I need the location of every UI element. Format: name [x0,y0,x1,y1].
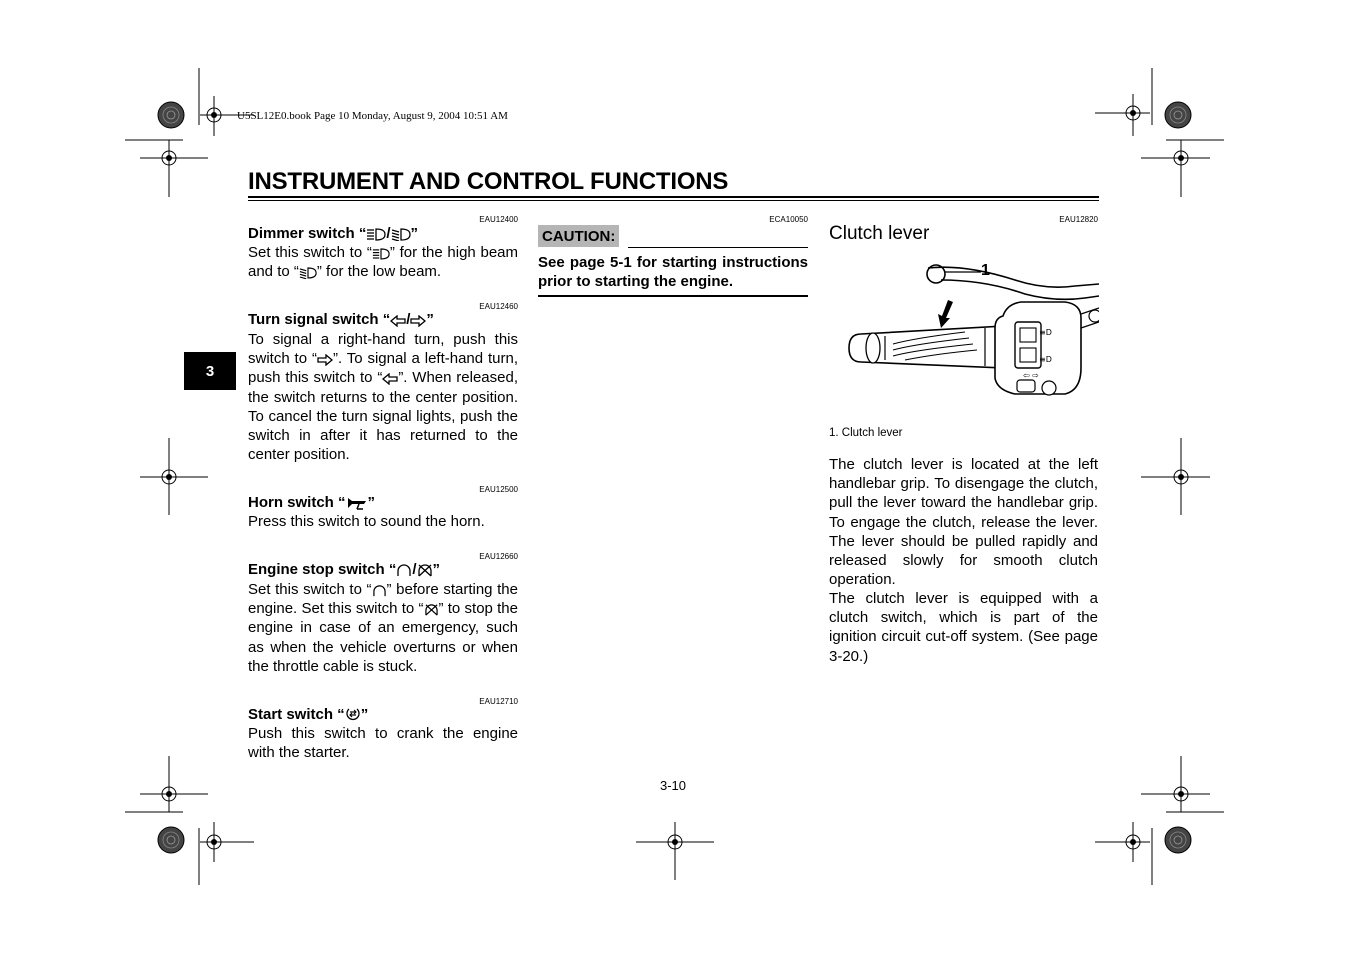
doc-code: EAU12820 [1059,215,1098,224]
right-arrow-icon [317,354,333,366]
doc-code: EAU12710 [479,697,518,706]
engine-stop-icon [417,563,433,577]
horn-switch-text: Press this switch to sound the horn. [248,513,485,530]
turn-signal-switch-heading: Turn signal switch “ / ” [248,311,434,328]
chapter-tab: 3 [184,352,236,390]
low-beam-icon [299,266,317,279]
low-beam-icon [391,227,411,241]
title-rule-thin [248,200,1099,201]
engine-run-icon [396,563,412,577]
svg-text:≡D: ≡D [1039,328,1052,337]
left-arrow-icon [390,315,406,327]
clutch-lever-title: Clutch lever [829,223,930,244]
starter-icon [345,706,361,722]
engine-stop-icon [424,603,439,616]
dimmer-switch-text: Set this switch to “ ” for the high beam and to “ ” for the low beam. [248,244,518,281]
figure-caption: 1. Clutch lever [829,427,903,439]
doc-code: EAU12460 [479,302,518,311]
doc-code: ECA10050 [769,215,808,224]
callout-number: 1 [981,262,990,279]
engine-stop-switch-heading: Engine stop switch “ / ” [248,561,441,578]
left-arrow-icon [382,373,398,385]
caution-label: CAUTION: [538,225,619,247]
file-info: U5SL12E0.book Page 10 Monday, August 9, 2004 10:51 AM [237,110,508,122]
start-switch-text: Push this switch to crank the engine with the starter. [248,725,518,762]
doc-code: EAU12500 [479,485,518,494]
svg-text:≡D: ≡D [1039,355,1052,364]
clutch-lever-text-2: The clutch lever is equipped with a clutch switch, which is part of the ignition circuit cut-off system. (See page 3-20.) [829,590,1098,665]
clutch-lever-text-1: The clutch lever is located at the left handlebar grip. To disengage the clutch, pull the lever toward the handlebar grip. To engage the clutch, release the lever. The lever should be pulled rapidly and released slowly for smooth clutch operation. [829,456,1098,589]
clutch-lever-illustration [845,258,1099,408]
caution-bottom-rule [538,295,808,297]
doc-code: EAU12660 [479,552,518,561]
engine-stop-switch-text: Set this switch to “ ” before starting the engine. Set this switch to “ ” to stop the engine in case of an emergency, such as when the vehicle overturns or when the throttle cable is stuck. [248,581,518,675]
engine-run-icon [372,584,387,597]
right-arrow-icon [410,315,426,327]
svg-text:⇦ ⇨: ⇦ ⇨ [1023,371,1039,380]
turn-signal-switch-text: To signal a right-hand turn, push this switch to “ ”. To signal a left-hand turn, push this switch to “ ”. When released, the switch returns to the center position. To cancel the turn signal lights, push the switch in after it has returned to the center position. [248,331,519,464]
chapter-title: INSTRUMENT AND CONTROL FUNCTIONS [248,168,729,195]
title-rule-thick [248,196,1099,198]
start-switch-heading: Start switch “ ” [248,706,369,723]
horn-switch-heading: Horn switch “ ” [248,494,376,511]
doc-code: EAU12400 [479,215,518,224]
page-number: 3-10 [659,778,687,793]
high-beam-icon [372,247,390,260]
caution-divider [628,247,808,248]
horn-icon [346,496,368,510]
caution-text: See page 5-1 for starting instructions prior to starting the engine. [538,254,808,291]
high-beam-icon [366,227,386,241]
dimmer-switch-heading: Dimmer switch “ / ” [248,225,419,242]
